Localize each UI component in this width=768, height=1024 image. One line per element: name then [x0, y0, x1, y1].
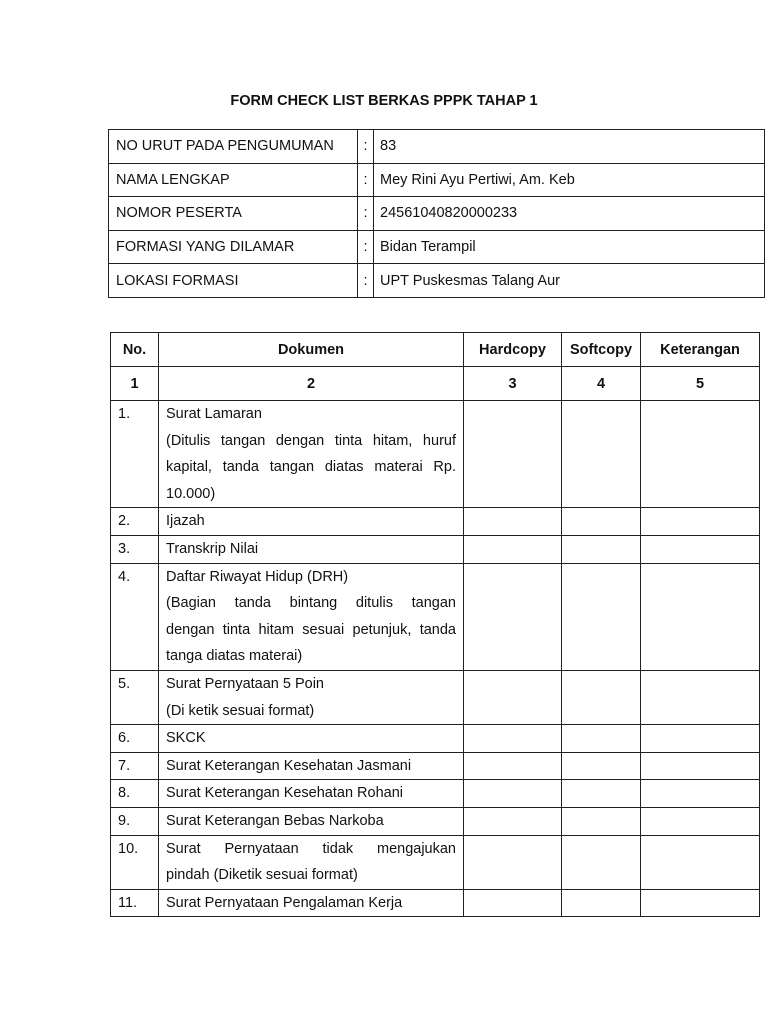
- document-line: Daftar Riwayat Hidup (DRH): [166, 568, 349, 585]
- document-line: 10.000): [166, 485, 216, 502]
- hardcopy-cell[interactable]: [464, 835, 562, 889]
- hardcopy-cell[interactable]: [464, 670, 562, 724]
- index-4: 4: [562, 367, 641, 401]
- index-2: 2: [159, 367, 464, 401]
- softcopy-cell[interactable]: [562, 670, 641, 724]
- info-row: [109, 264, 765, 298]
- hardcopy-cell[interactable]: [464, 807, 562, 835]
- document-name: [159, 807, 464, 835]
- row-number: [111, 563, 159, 670]
- row-number-text: 6.: [118, 730, 131, 747]
- softcopy-cell[interactable]: [562, 889, 641, 917]
- info-value: 83: [374, 130, 765, 164]
- checklist-row: [111, 563, 760, 670]
- checklist-index-row: [111, 367, 760, 401]
- header-dokumen: Dokumen: [159, 333, 464, 367]
- document-name: [159, 752, 464, 780]
- hardcopy-cell[interactable]: [464, 752, 562, 780]
- info-label: NOMOR PESERTA: [109, 197, 358, 231]
- checklist-row: [111, 535, 760, 563]
- softcopy-cell[interactable]: [562, 563, 641, 670]
- document-line: (Bagian tanda bintang ditulis tangan: [166, 595, 456, 612]
- keterangan-cell[interactable]: [641, 752, 760, 780]
- info-separator: :: [358, 230, 374, 264]
- row-number: [111, 835, 159, 889]
- row-number-text: 2.: [118, 513, 131, 530]
- keterangan-cell[interactable]: [641, 889, 760, 917]
- row-number: [111, 807, 159, 835]
- document-line: tanga diatas materai): [166, 648, 303, 665]
- info-label: NAMA LENGKAP: [109, 163, 358, 197]
- checklist-row: [111, 670, 760, 724]
- hardcopy-cell[interactable]: [464, 401, 562, 508]
- keterangan-cell[interactable]: [641, 535, 760, 563]
- document-name: [159, 670, 464, 724]
- row-number: [111, 752, 159, 780]
- checklist-row: [111, 807, 760, 835]
- document-name: [159, 725, 464, 753]
- document-name: [159, 508, 464, 536]
- row-number-text: 11.: [118, 894, 138, 911]
- keterangan-cell[interactable]: [641, 670, 760, 724]
- document-line: Surat Pernyataan Pengalaman Kerja: [166, 894, 403, 911]
- softcopy-cell[interactable]: [562, 835, 641, 889]
- info-value: UPT Puskesmas Talang Aur: [374, 264, 765, 298]
- row-number: [111, 508, 159, 536]
- keterangan-cell[interactable]: [641, 835, 760, 889]
- checklist-row: [111, 835, 760, 889]
- row-number-text: 3.: [118, 540, 131, 557]
- info-value: Bidan Terampil: [374, 230, 765, 264]
- checklist-row: [111, 508, 760, 536]
- row-number: [111, 725, 159, 753]
- info-separator: :: [358, 163, 374, 197]
- document-line: SKCK: [166, 730, 206, 747]
- document-checklist-table: [110, 332, 760, 917]
- row-number: [111, 889, 159, 917]
- document-line: Surat Pernyataan 5 Poin: [166, 675, 324, 692]
- row-number: [111, 401, 159, 508]
- hardcopy-cell[interactable]: [464, 889, 562, 917]
- row-number-text: 5.: [118, 675, 131, 692]
- info-separator: :: [358, 130, 374, 164]
- keterangan-cell[interactable]: [641, 508, 760, 536]
- hardcopy-cell[interactable]: [464, 535, 562, 563]
- document-line: (Ditulis tangan dengan tinta hitam, huruf: [166, 432, 456, 449]
- keterangan-cell[interactable]: [641, 401, 760, 508]
- document-line: Surat Pernyataan tidak mengajukan: [166, 840, 456, 857]
- softcopy-cell[interactable]: [562, 401, 641, 508]
- index-3: 3: [464, 367, 562, 401]
- document-line: Surat Keterangan Bebas Narkoba: [166, 812, 384, 829]
- row-number-text: 4.: [118, 568, 131, 585]
- applicant-info-table: [108, 129, 765, 298]
- hardcopy-cell[interactable]: [464, 725, 562, 753]
- document-line: dengan tinta hitam sesuai petunjuk, tanda: [166, 621, 456, 638]
- info-label: FORMASI YANG DILAMAR: [109, 230, 358, 264]
- document-name: [159, 835, 464, 889]
- document-name: [159, 535, 464, 563]
- checklist-row: [111, 401, 760, 508]
- index-5: 5: [641, 367, 760, 401]
- document-line: kapital, tanda tangan diatas materai Rp.: [166, 459, 456, 476]
- info-label: NO URUT PADA PENGUMUMAN: [109, 130, 358, 164]
- info-row: [109, 163, 765, 197]
- header-softcopy: Softcopy: [562, 333, 641, 367]
- header-hardcopy: Hardcopy: [464, 333, 562, 367]
- info-row: [109, 130, 765, 164]
- row-number-text: 7.: [118, 757, 131, 774]
- info-row: [109, 230, 765, 264]
- document-line: Surat Keterangan Kesehatan Rohani: [166, 785, 404, 802]
- softcopy-cell[interactable]: [562, 725, 641, 753]
- document-line: Ijazah: [166, 513, 205, 530]
- page-title: FORM CHECK LIST BERKAS PPPK TAHAP 1: [230, 93, 538, 109]
- info-value: 24561040820000233: [374, 197, 765, 231]
- document-line: pindah (Diketik sesuai format): [166, 867, 358, 884]
- info-separator: :: [358, 197, 374, 231]
- document-line: Transkrip Nilai: [166, 540, 259, 557]
- document-line: Surat Keterangan Kesehatan Jasmani: [166, 757, 412, 774]
- keterangan-cell[interactable]: [641, 563, 760, 670]
- info-row: [109, 197, 765, 231]
- keterangan-cell[interactable]: [641, 807, 760, 835]
- hardcopy-cell[interactable]: [464, 508, 562, 536]
- info-separator: :: [358, 264, 374, 298]
- row-number-text: 9.: [118, 812, 131, 829]
- row-number: [111, 780, 159, 808]
- checklist-row: [111, 752, 760, 780]
- softcopy-cell[interactable]: [562, 508, 641, 536]
- document-name: [159, 401, 464, 508]
- document-line: (Di ketik sesuai format): [166, 702, 315, 719]
- row-number-text: 1.: [118, 406, 131, 422]
- row-number: [111, 535, 159, 563]
- info-label: LOKASI FORMASI: [109, 264, 358, 298]
- keterangan-cell[interactable]: [641, 725, 760, 753]
- checklist-header-row: [111, 333, 760, 367]
- softcopy-cell[interactable]: [562, 752, 641, 780]
- softcopy-cell[interactable]: [562, 535, 641, 563]
- softcopy-cell[interactable]: [562, 807, 641, 835]
- document-name: [159, 889, 464, 917]
- document-name: [159, 780, 464, 808]
- checklist-row: [111, 725, 760, 753]
- info-value: Mey Rini Ayu Pertiwi, Am. Keb: [374, 163, 765, 197]
- document-name: [159, 563, 464, 670]
- checklist-row: [111, 780, 760, 808]
- hardcopy-cell[interactable]: [464, 563, 562, 670]
- header-no: No.: [111, 333, 159, 367]
- checklist-row: [111, 889, 760, 917]
- hardcopy-cell[interactable]: [464, 780, 562, 808]
- index-1: 1: [111, 367, 159, 401]
- row-number: [111, 670, 159, 724]
- keterangan-cell[interactable]: [641, 780, 760, 808]
- document-line: Surat Lamaran: [166, 406, 262, 422]
- row-number-text: 8.: [118, 785, 131, 802]
- header-keterangan: Keterangan: [641, 333, 760, 367]
- softcopy-cell[interactable]: [562, 780, 641, 808]
- row-number-text: 10.: [118, 840, 139, 857]
